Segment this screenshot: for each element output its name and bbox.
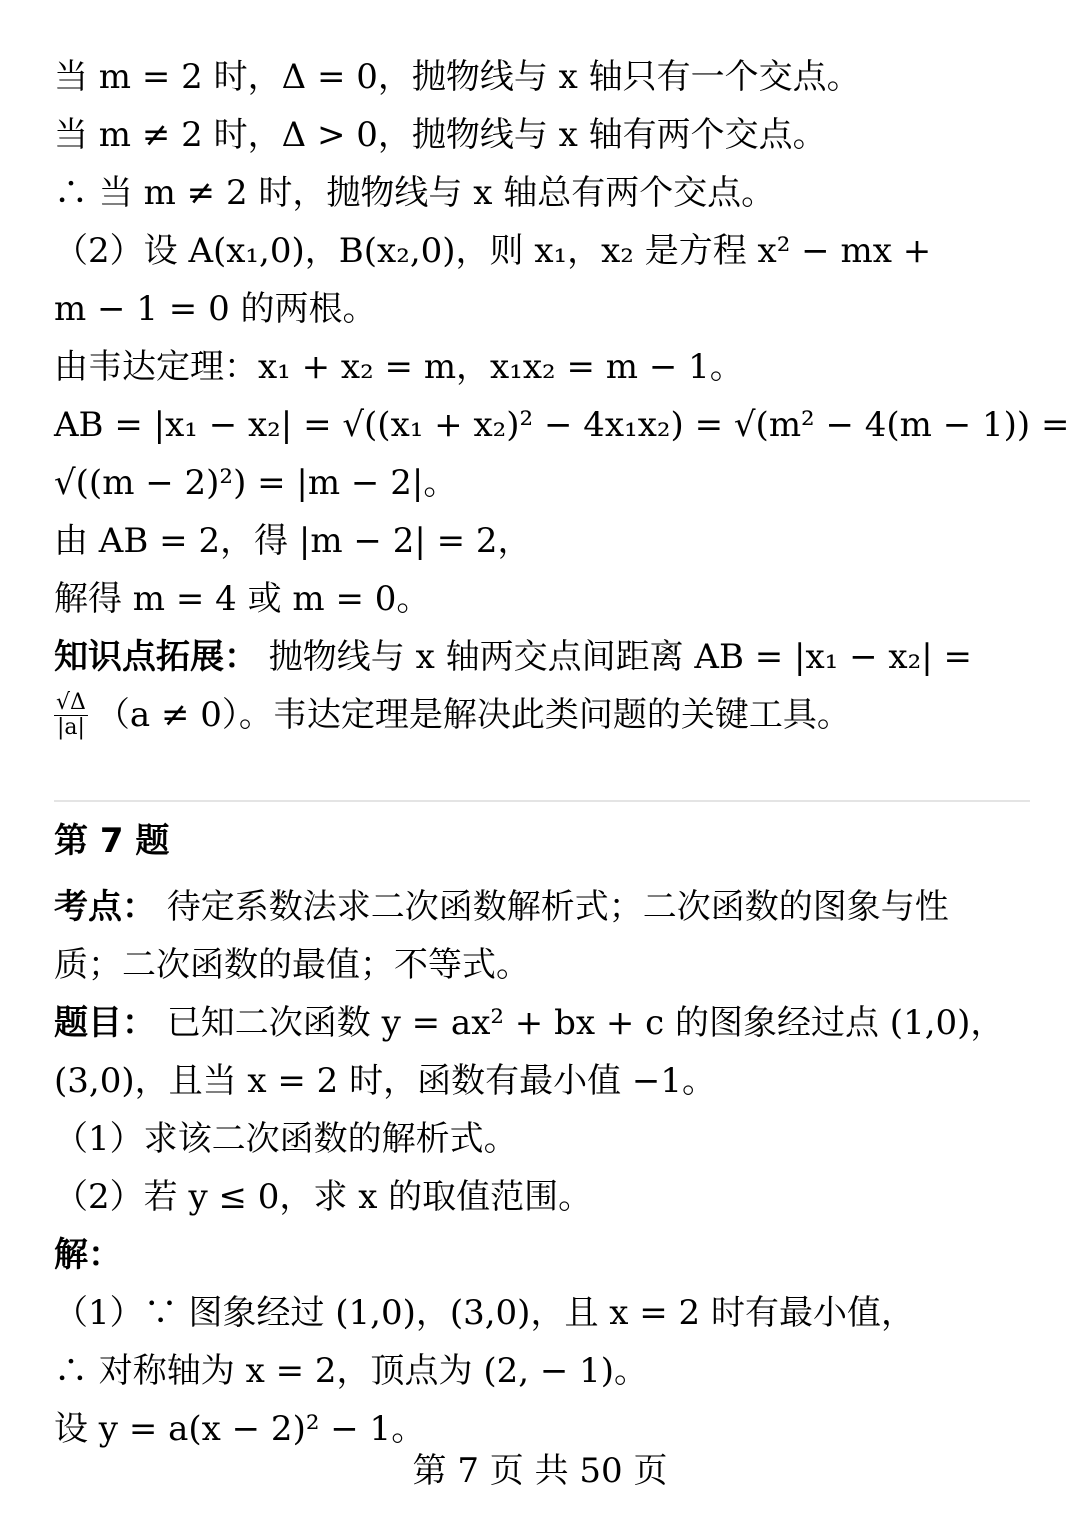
sub-question-1: （1）求该二次函数的解析式。 [54,1119,518,1159]
text-line: 当 m = 2 时，Δ = 0，抛物线与 x 轴只有一个交点。 [54,57,861,97]
knowledge-extension-text-2: （a ≠ 0）。韦达定理是解决此类问题的关键工具。 [95,695,851,735]
sub-question-2: （2）若 y ≤ 0，求 x 的取值范围。 [54,1177,593,1217]
timu-line-2: (3,0)，且当 x = 2 时，函数有最小值 −1。 [54,1061,717,1101]
fraction-denominator: |a| [56,714,85,740]
text-line: 当 m ≠ 2 时，Δ > 0，抛物线与 x 轴有两个交点。 [54,115,827,155]
text-line: √((m − 2)²) = |m − 2|。 [54,463,458,503]
kaodian-line-2: 质；二次函数的最值；不等式。 [54,945,530,985]
knowledge-extension-text: 抛物线与 x 轴两交点间距离 AB = |x₁ − x₂| = [258,637,972,677]
kaodian-label: 考点： [54,887,156,927]
text-line: 由韦达定理：x₁ + x₂ = m，x₁x₂ = m − 1。 [54,347,744,387]
text-line: 解得 m = 4 或 m = 0。 [54,579,431,619]
knowledge-extension-line [54,628,1034,686]
text-line: m − 1 = 0 的两根。 [54,289,377,329]
solution-continuation [54,48,1070,744]
text-line: 由 AB = 2，得 |m − 2| = 2， [54,521,532,561]
kaodian-text: 待定系数法求二次函数解析式；二次函数的图象与性 [156,887,949,927]
page-footer: 第 7 页 共 50 页 [412,1451,668,1491]
section-divider [54,800,1030,802]
knowledge-extension-line-2 [54,686,1034,744]
timu-label: 题目： [54,1003,156,1043]
timu-line [54,994,1034,1052]
solution-step: 设 y = a(x − 2)² − 1。 [54,1409,426,1449]
question-7 [54,812,1034,1458]
solution-step: （1）∵ 图象经过 (1,0)，(3,0)，且 x = 2 时有最小值， [54,1293,915,1333]
solution-label: 解： [54,1235,122,1275]
knowledge-extension-label: 知识点拓展： [54,637,258,677]
fraction [54,691,88,740]
text-line: AB = |x₁ − x₂| = √((x₁ + x₂)² − 4x₁x₂) = √(m² − 4(m − 1)) = [54,405,1070,445]
kaodian-line [54,878,1034,936]
fraction-numerator: √Δ [56,689,86,715]
question-title: 第 7 题 [54,821,170,861]
solution-step: ∴ 对称轴为 x = 2，顶点为 (2, − 1)。 [54,1351,649,1391]
text-line: ∴ 当 m ≠ 2 时，抛物线与 x 轴总有两个交点。 [54,173,776,213]
timu-text: 已知二次函数 y = ax² + bx + c 的图象经过点 (1,0)， [156,1003,1005,1043]
text-line: （2）设 A(x₁,0)，B(x₂,0)，则 x₁，x₂ 是方程 x² − mx + [54,231,932,271]
